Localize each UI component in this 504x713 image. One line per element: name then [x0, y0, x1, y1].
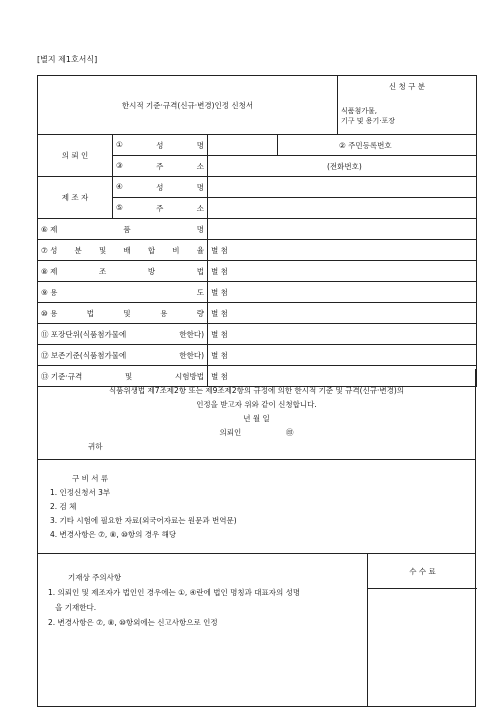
- required-documents-heading: 구 비 서 류: [72, 474, 109, 483]
- declaration-date: 년 월 일: [243, 414, 270, 423]
- applicant-name-label: ① 성 명: [113, 135, 208, 156]
- required-document-item: 1. 인정신청서 3부: [50, 488, 111, 497]
- application-type-option-1: 식품첨가물,: [341, 107, 378, 115]
- packaging-unit-field[interactable]: 별 첨: [208, 324, 477, 345]
- writing-notes-heading: 기재상 주의사항: [68, 573, 122, 582]
- dosage-label: ⑩ 용 법 및 용 량: [38, 303, 208, 324]
- test-method-field[interactable]: 별 첨: [208, 366, 477, 387]
- declaration-text-line-2: 인정을 받고자 위와 같이 신청합니다.: [196, 400, 317, 409]
- writing-note-item: 을 기재한다.: [48, 603, 97, 612]
- product-name-label: ⑥ 제 품 명: [38, 219, 208, 240]
- required-document-item: 4. 변경사항은 ⑦, ⑧, ⑩항의 경우 해당: [50, 530, 177, 539]
- storage-standard-label: ⑫ 보존기준(식품첨가물에 한한다): [38, 345, 208, 366]
- usage-field[interactable]: 별 첨: [208, 282, 477, 303]
- writing-note-item: 2. 변경사항은 ⑦, ⑧, ⑩항외에는 신고사항으로 인정: [48, 618, 218, 627]
- manufacturer-name-field[interactable]: [208, 177, 477, 198]
- manufacturer-group-label: 제 조 자: [38, 177, 113, 219]
- form-title: 한시적 기준·규격(신규·변경)인정 신청서: [38, 76, 338, 135]
- writing-notes: [48, 570, 388, 630]
- application-type-option-2: 기구 및 용기·포장: [341, 117, 396, 125]
- writing-note-item: 1. 의뢰인 및 제조자가 법인인 경우에는 ①, ④란에 법인 명칭과 대표자의 성명: [48, 588, 301, 597]
- manufacturer-name-label: ④ 성 명: [113, 177, 208, 198]
- applicant-signature-label: 의뢰인: [219, 428, 242, 437]
- application-form-table: [37, 75, 477, 387]
- dosage-field[interactable]: 별 첨: [208, 303, 477, 324]
- seal-icon: ㊞: [286, 428, 294, 437]
- required-document-item: 2. 검 체: [50, 502, 77, 511]
- applicant-group-label: 의 뢰 인: [38, 135, 113, 177]
- required-document-item: 3. 기타 시험에 필요한 자료(외국어자료는 원문과 번역문): [50, 516, 237, 525]
- notes-fee-section: [37, 554, 476, 707]
- applicant-address-field[interactable]: (전화번호): [208, 156, 477, 177]
- manufacturing-method-label: ⑧ 제 조 방 법: [38, 261, 208, 282]
- packaging-unit-label: ⑪ 포장단위(식품첨가물에 한한다): [38, 324, 208, 345]
- form-number-label: [별지 제1호서식]: [37, 55, 98, 64]
- applicant-name-field[interactable]: [208, 135, 278, 156]
- application-type-cell[interactable]: [338, 76, 477, 135]
- fee-label: 수 수 료: [367, 554, 477, 589]
- manufacturer-address-label: ⑤ 주 소: [113, 198, 208, 219]
- applicant-id-field[interactable]: ② 주민등록번호: [278, 135, 477, 156]
- fee-field[interactable]: [367, 588, 477, 706]
- manufacturing-method-field[interactable]: 별 첨: [208, 261, 477, 282]
- test-method-label: ⑬ 기준·규격 및 시험방법: [38, 366, 208, 387]
- applicant-address-label: ③ 주 소: [113, 156, 208, 177]
- declaration-section: [37, 369, 476, 460]
- composition-label: ⑦ 성 분 및 배 합 비 율: [38, 240, 208, 261]
- product-name-field[interactable]: [208, 219, 477, 240]
- declaration-signature: [38, 426, 475, 440]
- manufacturer-address-field[interactable]: [208, 198, 477, 219]
- storage-standard-field[interactable]: 별 첨: [208, 345, 477, 366]
- declaration-text-line-1: 식품위생법 제7조제2항 또는 제9조제2항의 규정에 의한 한시적 기준 및 규격(신규·변경)의: [108, 386, 405, 395]
- application-type-label: 신 청 구 분: [388, 82, 426, 91]
- required-documents-section: [37, 460, 476, 554]
- addressee: 귀하: [88, 442, 103, 451]
- usage-label: ⑨ 용 도: [38, 282, 208, 303]
- composition-field[interactable]: 별 첨: [208, 240, 477, 261]
